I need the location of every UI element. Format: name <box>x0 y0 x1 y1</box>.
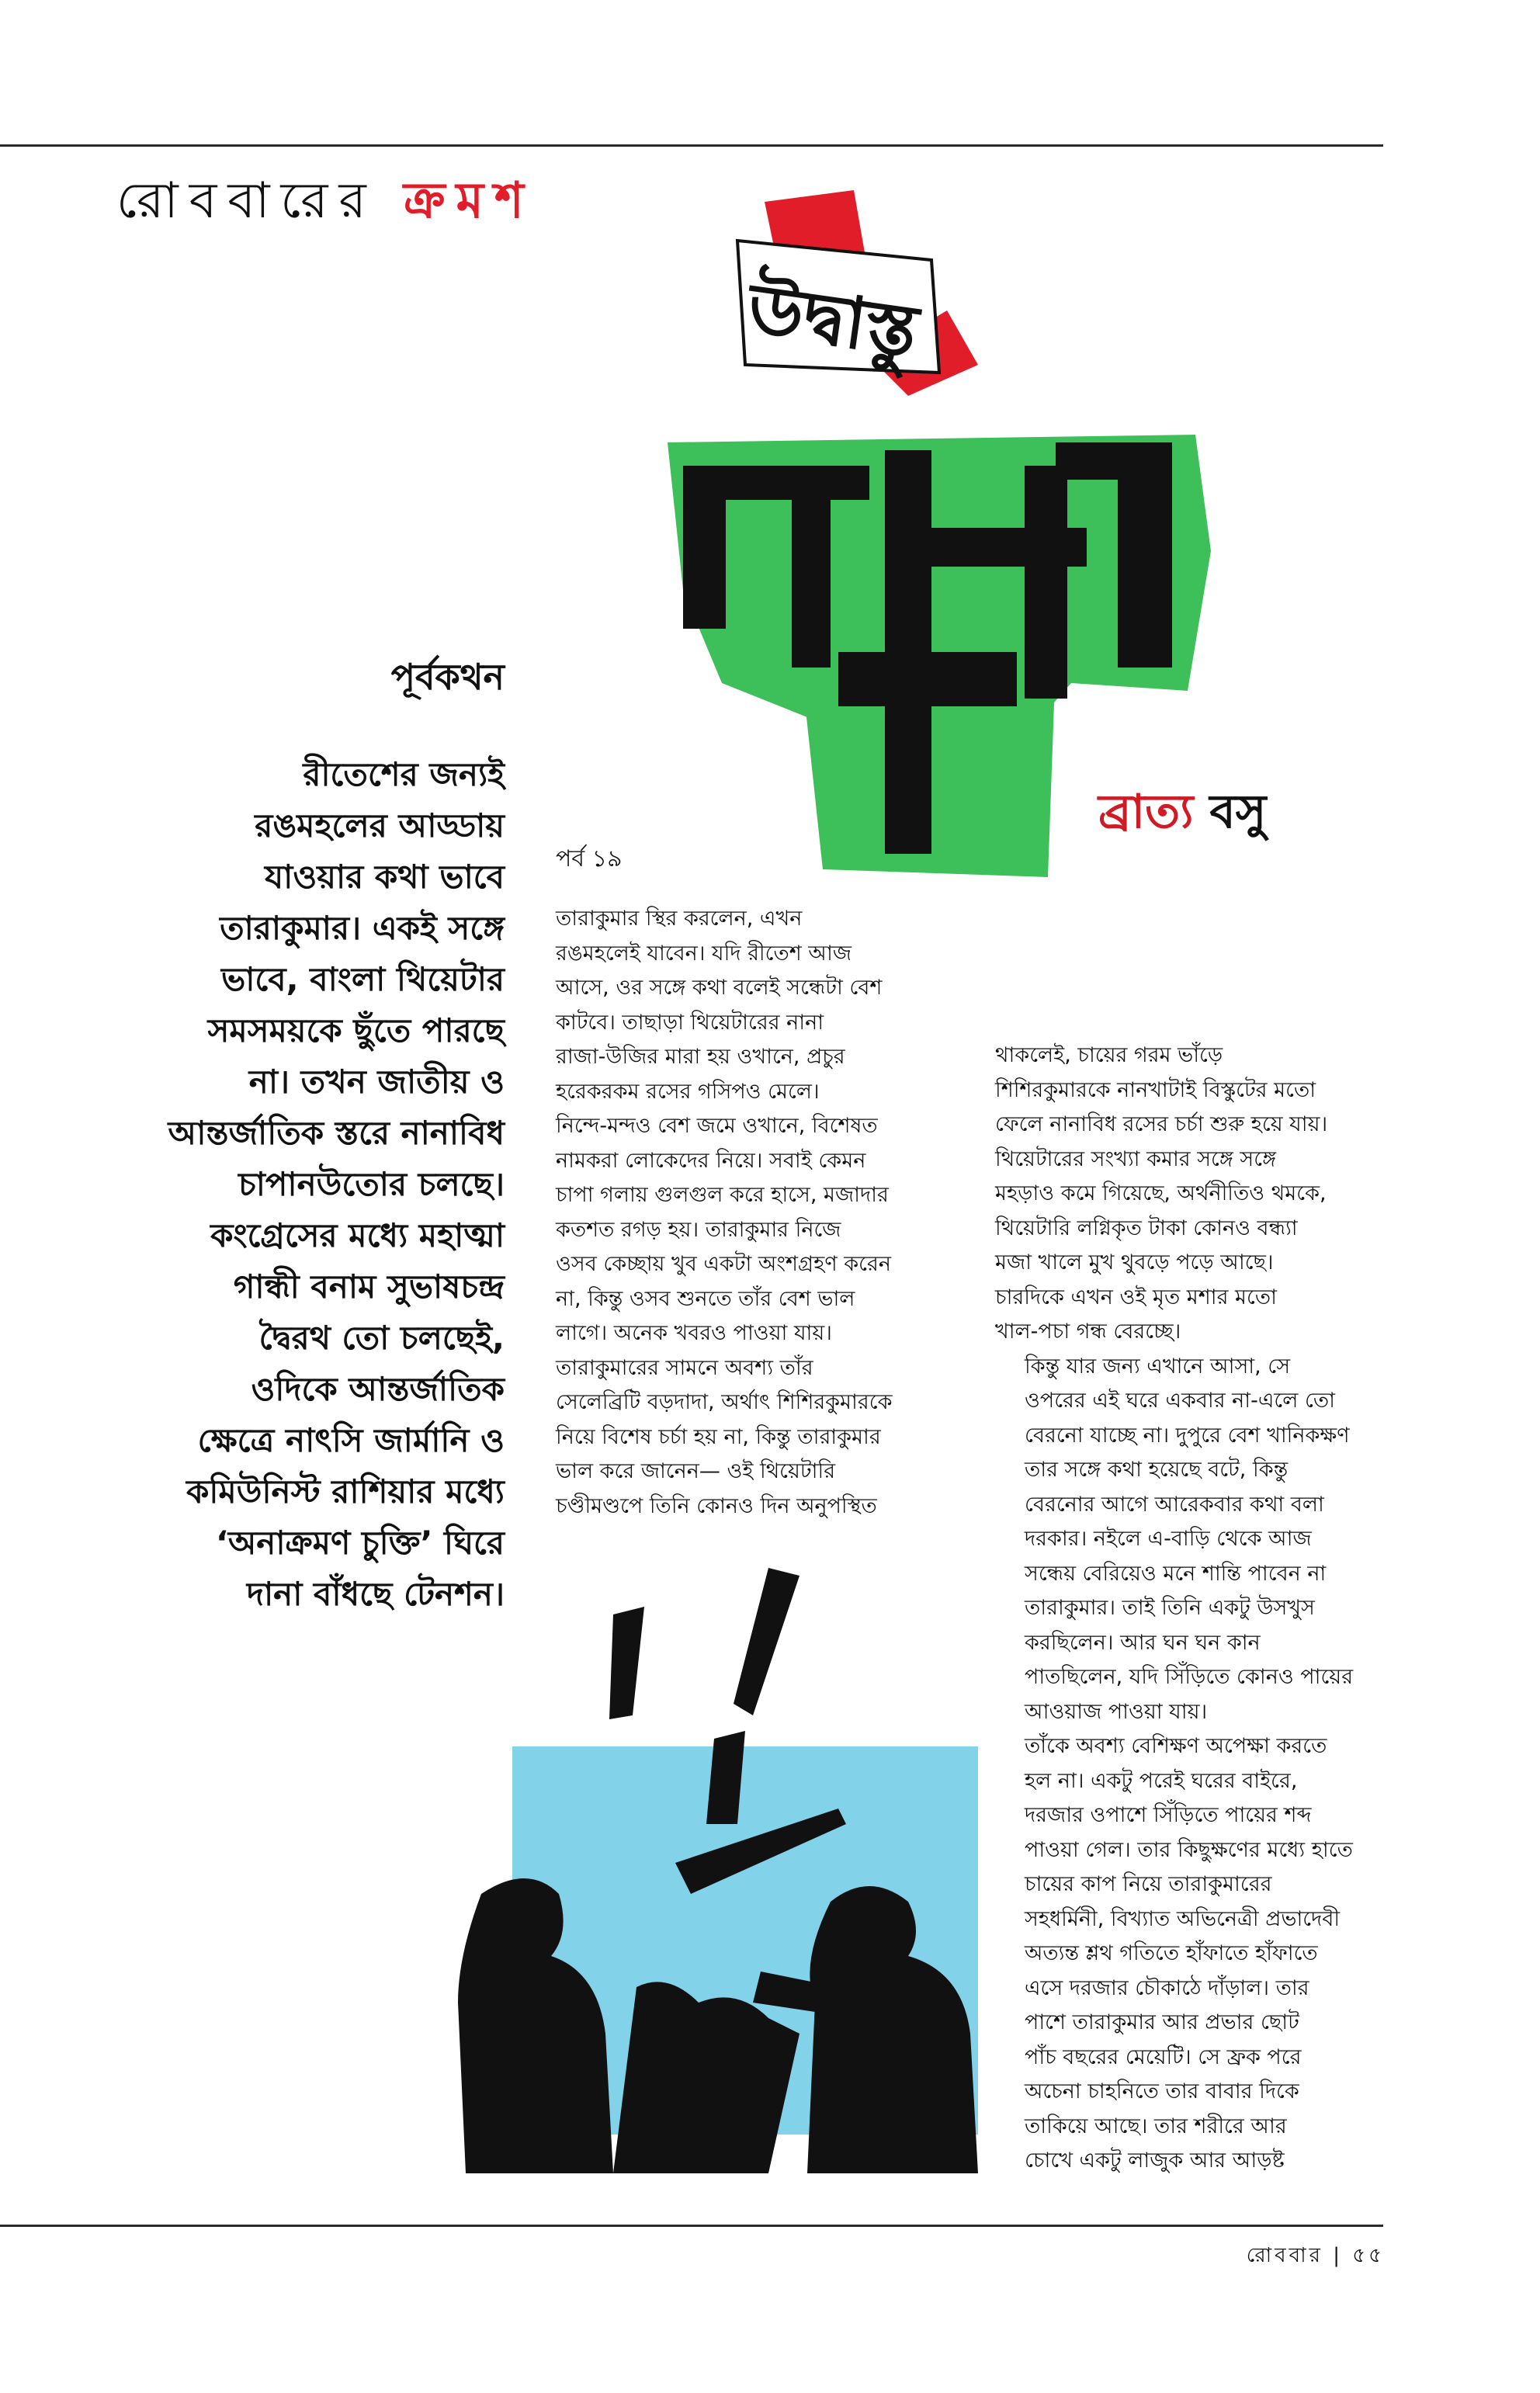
text-line: থাকলেই, চায়ের গরম ভাঁড়ে <box>995 1043 1223 1067</box>
paragraph <box>556 902 959 1524</box>
text-line: দরকার। নইলে এ-বাড়ি থেকে আজ <box>1025 1527 1312 1551</box>
footer-page-number: ৫৫ <box>1352 2244 1385 2267</box>
text-line: অচেনা চাহনিতে তার বাবার দিকে <box>1025 2079 1299 2103</box>
text-line: নিন্দে-মন্দও বেশ জমে ওখানে, বিশেষত <box>556 1114 878 1138</box>
text-line: তারাকুমার। একই সঙ্গে <box>220 909 505 947</box>
text-line: আসে, ওর সঙ্গে কথা বলেই সন্ধেটা বেশ <box>556 976 883 1000</box>
text-line: কংগ্রেসের মধ্যে মহাত্মা <box>210 1216 505 1254</box>
bottom-rule <box>0 2225 1383 2227</box>
text-line: সেলেব্রিটি বড়দাদা, অর্থাৎ শিশিরকুমারকে <box>556 1390 893 1414</box>
text-line: আন্তর্জাতিক স্তরে নানাবিধ <box>168 1114 505 1152</box>
text-line: হরেকরকম রসের গসিপও মেলে। <box>556 1079 820 1104</box>
text-line: ওপরের এই ঘরে একবার না-এলে তো <box>1025 1389 1336 1413</box>
text-line: কমিউনিস্ট রাশিয়ার মধ্যে <box>186 1472 505 1510</box>
paragraph <box>995 1350 1383 1730</box>
text-line: শিশিরকুমারকে নানখাটাই বিস্কুটের মতো <box>995 1077 1316 1102</box>
title-collage <box>652 186 1242 877</box>
text-line: ওসব কেচ্ছায় খুব একটা অংশগ্রহণ করেন <box>556 1252 891 1276</box>
footer-separator: | <box>1333 2244 1343 2267</box>
black-shard-1 <box>609 1607 644 1719</box>
text-line: মহড়াও কমে গিয়েছে, অর্থনীতিও থমকে, <box>995 1181 1327 1205</box>
text-line: তারাকুমারের সামনে অবশ্য তাঁর <box>556 1355 813 1380</box>
text-line: কতশত রগড় হয়। তারাকুমার নিজে <box>556 1217 841 1242</box>
text-line: ভাবে, বাংলা থিয়েটার <box>220 960 505 998</box>
masthead-series: ক্রমশ <box>404 172 535 230</box>
text-line: চণ্ডীমণ্ডপে তিনি কোনও দিন অনুপস্থিত <box>556 1493 877 1518</box>
black-shard-2 <box>734 1568 799 1715</box>
text-line: লাগে। অনেক খবরও পাওয়া যায়। <box>556 1321 832 1345</box>
text-line: পাতছিলেন, যদি সিঁড়িতে কোনও পায়ের <box>1025 1665 1354 1689</box>
paragraph <box>995 1039 1383 1350</box>
text-line: তাকিয়ে আছে। তার শরীরে আর <box>1025 2114 1287 2138</box>
text-line: এসে দরজার চৌকাঠে দাঁড়াল। তার <box>1025 1975 1309 2000</box>
text-line: নিয়ে বিশেষ চর্চা হয় না, কিন্তু তারাকুমার <box>556 1424 881 1449</box>
text-line: বেরনো যাচ্ছে না। দুপুরে বেশ খানিকক্ষণ <box>1025 1423 1350 1448</box>
text-line: হল না। একটু পরেই ঘরের বাইরে, <box>1025 1768 1298 1793</box>
text-line: না, কিন্তু ওসব শুনতে তাঁর বেশ ভাল <box>556 1286 855 1311</box>
text-line: ওদিকে আন্তর্জাতিক <box>251 1370 505 1408</box>
text-line: থিয়েটারি লগ্নিকৃত টাকা কোনও বন্ধ্যা <box>995 1216 1298 1240</box>
text-line: চোখে একটু লাজুক আর আড়ষ্ট <box>1025 2148 1285 2173</box>
text-line: সহধর্মিনী, বিখ্যাত অভিনেত্রী প্রভাদেবী <box>1025 1906 1341 1931</box>
black-letter-bar-3 <box>1056 442 1172 480</box>
text-line: করছিলেন। আর ঘন ঘন কান <box>1025 1630 1261 1655</box>
text-line: ভাল করে জানেন— ওই থিয়েটারি <box>556 1459 836 1483</box>
text-line: গান্ধী বনাম সুভাষচন্দ্র <box>233 1268 505 1306</box>
black-letter-stem-4 <box>1025 466 1067 699</box>
text-line: খাল-পচা গন্ধ বেরচ্ছে। <box>995 1320 1181 1344</box>
top-rule <box>0 144 1383 147</box>
black-letter-loop <box>838 652 1017 706</box>
text-line: মজা খালে মুখ থুবড়ে পড়ে আছে। <box>995 1250 1274 1275</box>
text-line: তারাকুমার স্থির করলেন, এখন <box>556 907 803 931</box>
illustration-collage <box>435 1568 1040 2173</box>
text-line: কিন্তু যার জন্য এখানে আসা, সে <box>1025 1354 1291 1379</box>
text-line: তারাকুমার। তাই তিনি একটু উসখুস <box>1025 1596 1315 1620</box>
author-name <box>1098 776 1266 854</box>
text-line: না। তখন জাতীয় ও <box>248 1063 505 1101</box>
text-line: বেরনোর আগে আরেকবার কথা বলা <box>1025 1492 1324 1517</box>
text-line: আওয়াজ পাওয়া যায়। <box>1025 1699 1208 1724</box>
text-line: পাশে তারাকুমার আর প্রভার ছোট <box>1025 2010 1299 2034</box>
text-line: অত্যন্ত শ্লথ গতিতে হাঁফাতে হাঁফাতে <box>1025 1941 1318 1965</box>
text-line: চাপা গলায় গুলগুল করে হাসে, মজাদার <box>556 1183 889 1207</box>
text-line: যাওয়ার কথা ভাবে <box>264 858 505 896</box>
installment-number: পর্ব ১৯ <box>556 845 623 872</box>
text-line: দ্বৈরথ তো চলছেই, <box>258 1319 505 1357</box>
text-line: পাঁচ বছরের মেয়েটি। সে ফ্রক পরে <box>1025 2044 1302 2069</box>
text-line: রঙমহলের আড্ডায় <box>255 806 505 844</box>
text-line: ফেলে নানাবিধ রসের চর্চা শুরু হয়ে যায়। <box>995 1112 1328 1136</box>
black-letter-bar-1 <box>683 466 869 500</box>
author-last-name: বসু <box>1209 785 1267 839</box>
author-first-name: ব্রাত্য <box>1098 785 1194 839</box>
text-line: সন্ধেয় বেরিয়েও মনে শান্তি পাবেন না <box>1025 1561 1327 1586</box>
page-footer <box>1247 2239 1385 2273</box>
footer-magazine: রোববার <box>1246 2244 1323 2267</box>
paragraph <box>995 1729 1383 2179</box>
body-column-2 <box>995 1039 1383 2179</box>
text-line: ক্ষেত্রে নাৎসি জার্মানি ও <box>197 1421 505 1459</box>
paragraph <box>116 749 505 1620</box>
text-line: চাপানউতোর চলছে। <box>238 1165 505 1203</box>
text-line: রাজা-উজির মারা হয় ওখানে, প্রচুর <box>556 1045 845 1069</box>
text-line: নামকরা লোকেদের নিয়ে। সবাই কেমন <box>556 1148 866 1173</box>
text-line: ‘অনাক্রমণ চুক্তি’ ঘিরে <box>215 1524 505 1562</box>
text-line: তার সঙ্গে কথা হয়েছে বটে, কিন্তু <box>1025 1458 1289 1482</box>
text-line: তাঁকে অবশ্য বেশিক্ষণ অপেক্ষা করতে <box>1025 1734 1327 1758</box>
text-line: পাওয়া গেল। তার কিছুক্ষণের মধ্যে হাতে <box>1025 1837 1353 1862</box>
text-line: চারদিকে এখন ওই মৃত মশার মতো <box>995 1285 1277 1309</box>
text-line: সমসময়কে ছুঁতে পারছে <box>207 1011 505 1049</box>
text-line: চায়ের কাপ নিয়ে তারাকুমারের <box>1025 1872 1272 1896</box>
text-line: দরজার ওপাশে সিঁড়িতে পায়ের শব্দ <box>1025 1803 1312 1827</box>
text-line: থিয়েটারের সংখ্যা কমার সঙ্গে সঙ্গে <box>995 1146 1276 1171</box>
prelude-summary <box>116 749 505 1620</box>
masthead-magazine: রোববারের <box>116 172 377 230</box>
prelude-heading: পূর্বকথন <box>390 656 505 698</box>
section-masthead <box>116 163 535 246</box>
text-line: রঙমহলেই যাবেন। যদি রীতেশ আজ <box>556 941 852 966</box>
title-line1: উদ্বাস্তু <box>742 267 923 373</box>
text-line: কাটবে। তাছাড়া থিয়েটারের নানা <box>556 1010 824 1035</box>
text-line: দানা বাঁধছে টেনশন। <box>246 1575 505 1613</box>
body-column-1 <box>556 902 959 1524</box>
text-line: রীতেশের জন্যই <box>303 755 505 793</box>
